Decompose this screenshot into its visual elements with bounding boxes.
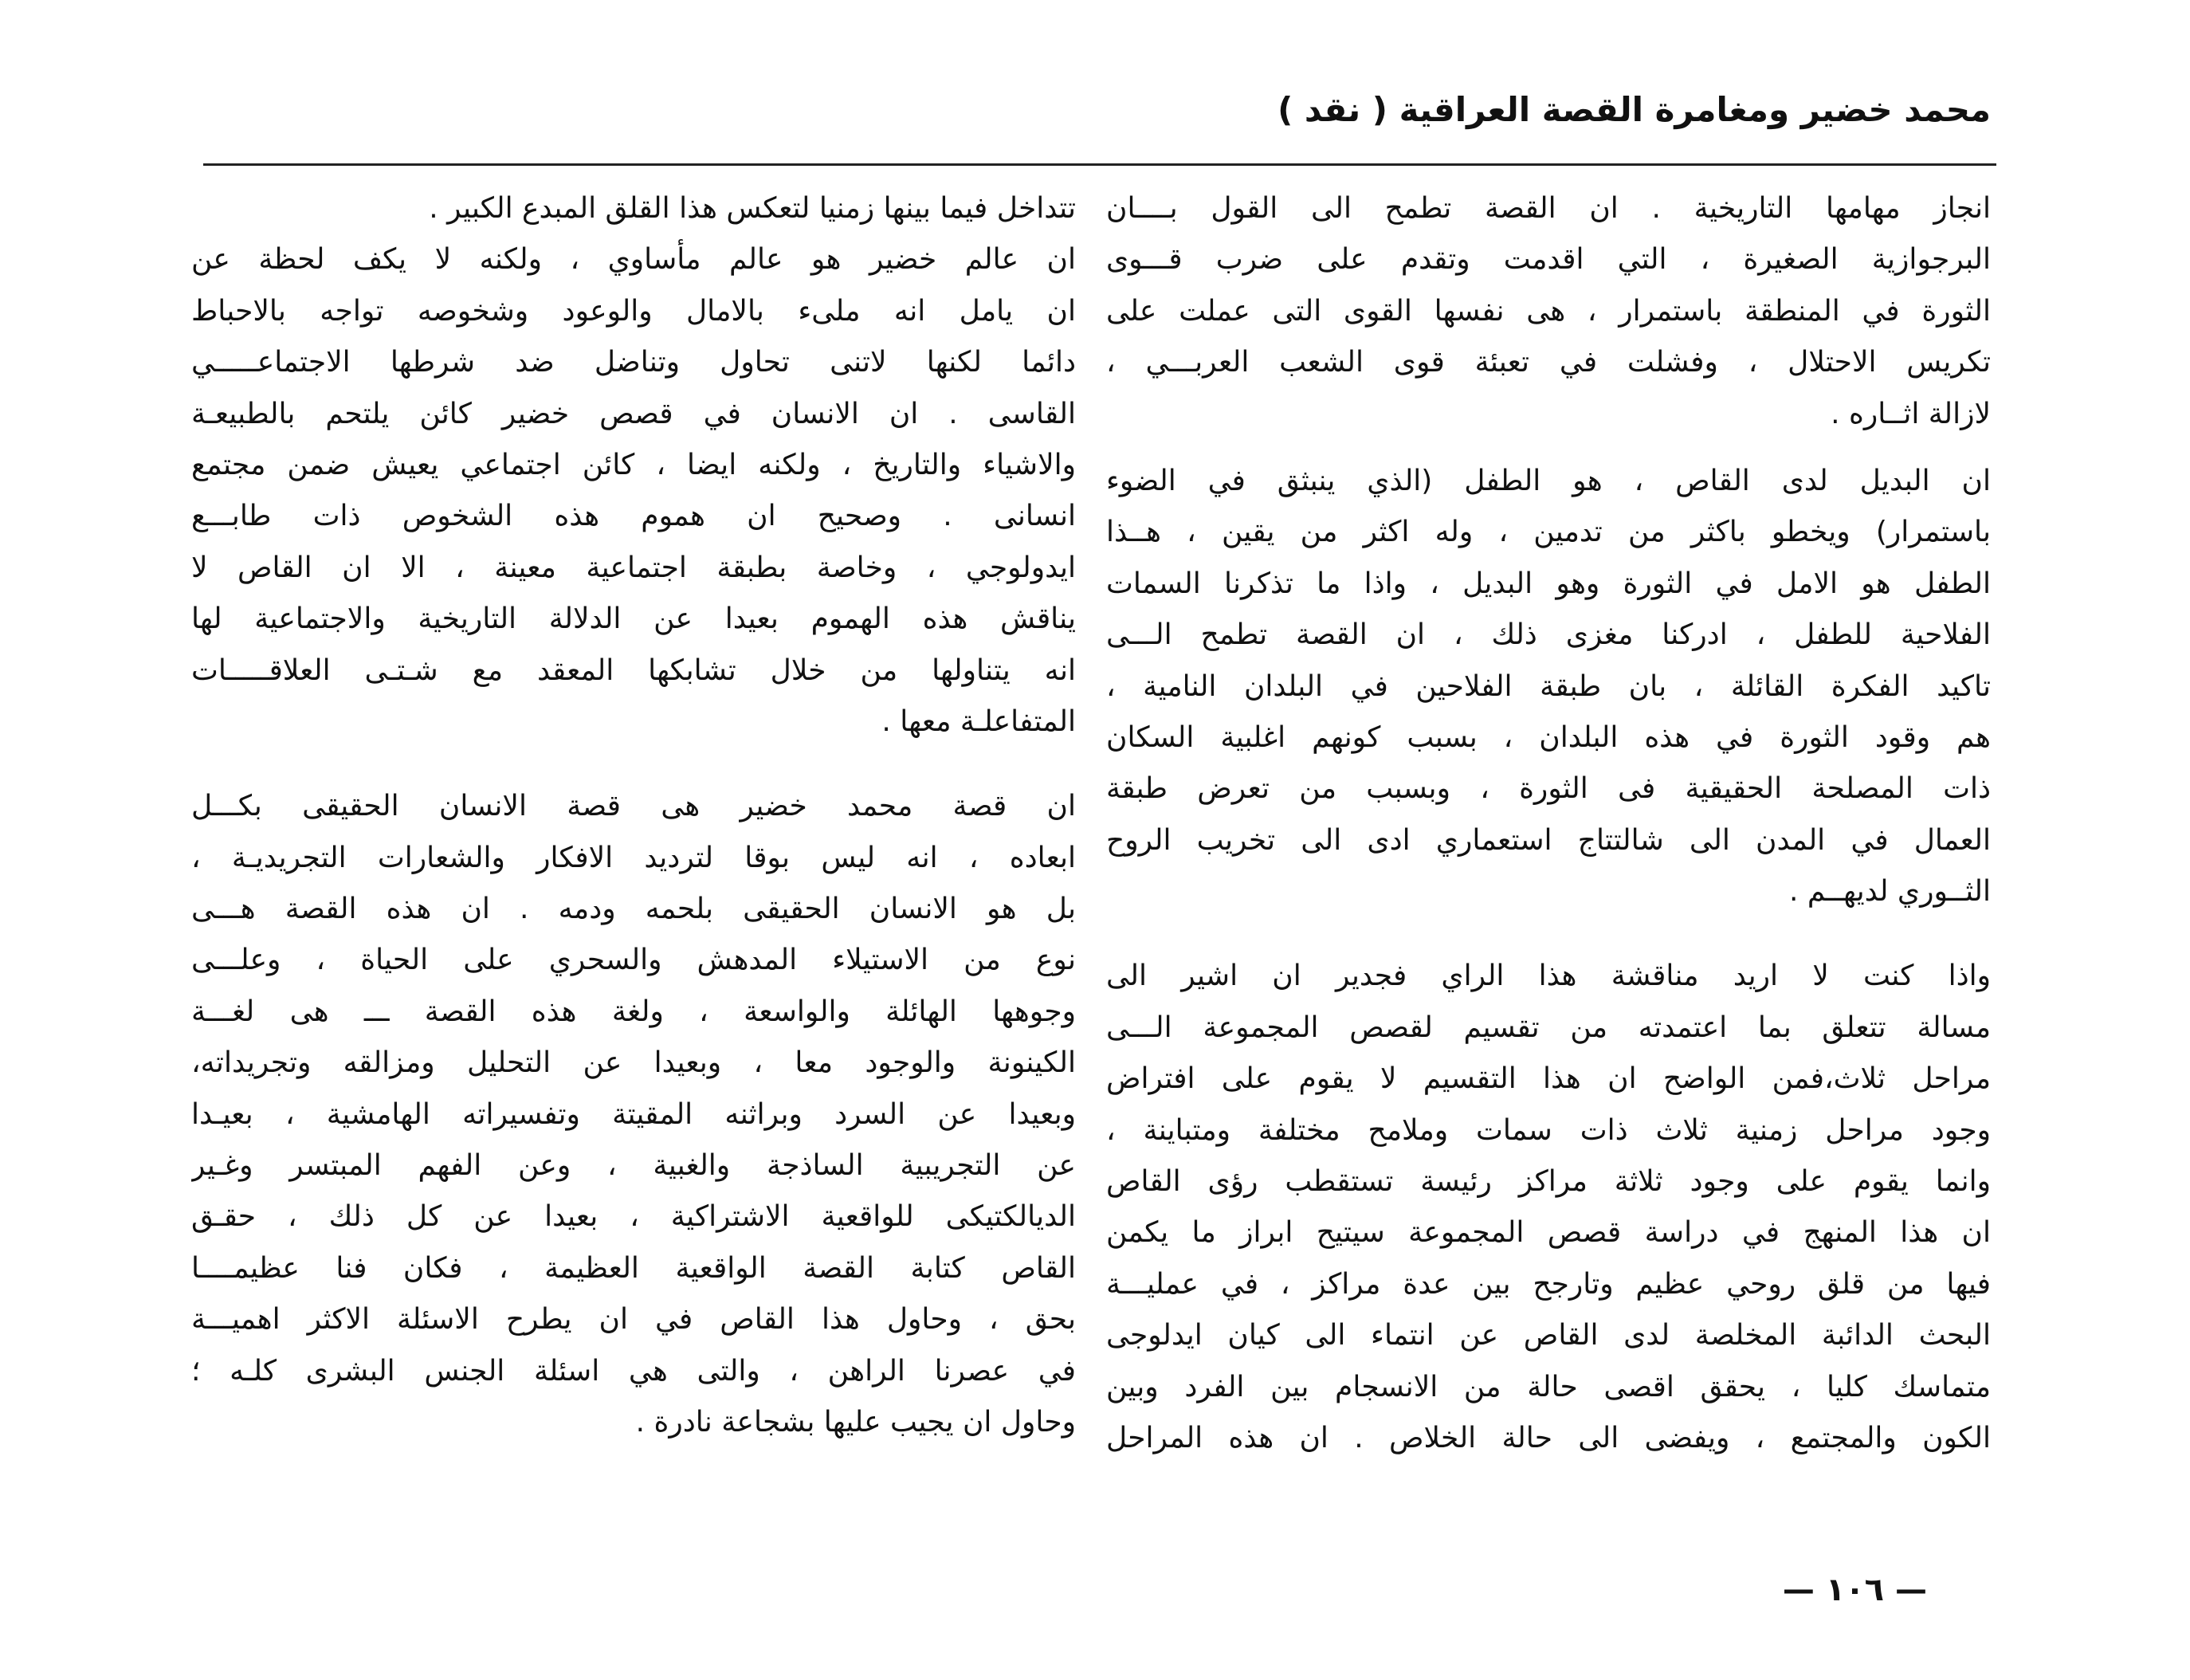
text-line: الكينونة والوجود معا ، وبعيدا عن التحليل ومزالقه وتجريداته، (191, 1046, 1076, 1080)
text-line: ان قصة محمد خضير هى قصة الانسان الحقيقى بكـــل (191, 790, 1076, 823)
text-line: تكريس الاحتلال ، وفشلت في تعبئة قوى الشعب العربـــي ، (1106, 346, 1991, 379)
text-line: الديالكتيكى للواقعية الاشتراكية ، بعيدا عن كل ذلك ، حقـق (191, 1200, 1076, 1234)
left-paragraph-3 (191, 781, 1076, 1448)
page-header: محمد خضير ومغامرة القصة العراقية ( نقد ) (1278, 90, 1991, 129)
text-line: القاسى . ان الانسان في قصص خضير كائن يلتحم بالطبيعـة (191, 397, 1076, 430)
text-line: ان هذا المنهج في دراسة قصص المجموعة سيتيح ابراز ما يكمن (1106, 1216, 1991, 1250)
text-line: ذات المصلحة الحقيقية فى الثورة ، وبسبب من تعرض طبقة (1106, 772, 1991, 806)
text-line: وجود مراحل زمنية ثلاث ذات سمات وملامح مختلفة ومتباينة ، (1106, 1113, 1991, 1147)
text-line: المتفاعلـة معها . (881, 705, 1076, 738)
text-line: انجاز مهامها التاريخية . ان القصة تطمح الى القول بــــان (1106, 192, 1991, 225)
text-line: ان يامل انه ملىء بالامال والوعود وشخوصه تواجه بالاحباط (191, 294, 1076, 328)
text-line: يناقش هذه الهموم بعيدا عن الدلالة التاريخية والاجتماعية لها (191, 603, 1076, 636)
text-line: نوع من الاستيلاء المدهش والسحري على الحياة ، وعلـــى (191, 944, 1076, 977)
text-line: الفلاحية للطفل ، ادركنا مغزى ذلك ، ان القصة تطمح الـــى (1106, 618, 1991, 652)
text-line: البرجوازية الصغيرة ، التي اقدمت وتقدم على ضرب قـــوى (1106, 243, 1991, 277)
text-line: ان عالم خضير هو عالم مأساوي ، ولكنه لا يكف لحظة عن (191, 243, 1076, 277)
text-line: والاشياء والتاريخ ، ولكنه ايضا ، كائن اجتماعي يعيش ضمن مجتمع (191, 448, 1076, 481)
text-line: في عصرنا الراهن ، والتى هي اسئلة الجنس البشرى كلـه ؛ (191, 1354, 1076, 1388)
text-line: تتداخل فيما بينها زمنيا لتعكس هذا القلق المبدع الكبير . (429, 192, 1076, 225)
text-line: مسالة تتعلق بما اعتمدته من تقسيم لقصص المجموعة الـــى (1106, 1011, 1991, 1044)
text-line: متماسك كليا ، يحقق اقصى حالة من الانسجام بين الفرد وبين (1106, 1370, 1991, 1403)
text-line: ابعاده ، انه ليس بوقا لترديد الافكار والشعارات التجريديـة ، (191, 841, 1076, 874)
text-line: تاكيد الفكرة القائلة ، بان طبقة الفلاحين في البلدان النامية ، (1106, 669, 1991, 703)
text-line: الثورة في المنطقة باستمرار ، هى نفسها القوى التى عملت على (1106, 294, 1991, 328)
text-line: وانما يقوم على وجود ثلاثة مراكز رئيسة تستقطب رؤى القاص (1106, 1165, 1991, 1199)
text-line: هم وقود الثورة في هذه البلدان ، بسبب كونهم اغلبية السكان (1106, 720, 1991, 754)
right-paragraph-1 (1106, 183, 1991, 440)
text-line: دائما لكنها لاتنى تحاول وتناضل ضد شرطها الاجتماعـــــي (191, 346, 1076, 379)
text-line: القاص كتابة القصة الواقعية العظيمة ، فكان فنا عظيمــــا (191, 1251, 1076, 1285)
text-line: واذا كنت لا اريد مناقشة هذا الراي فجدير ان اشير الى (1106, 960, 1991, 993)
text-line: عن التجريبية الساذجة والغبية ، وعن الفهم المبتسر وغـير (191, 1149, 1076, 1183)
left-paragraph-1 (191, 183, 1076, 234)
text-line: البحث الدائبة المخلصة لدى القاص عن انتماء الى كيان ايدلوجى (1106, 1319, 1991, 1352)
text-line: باستمرار) ويخطو باكثر من تدمين ، وله اكثر من يقين ، هــذا (1106, 516, 1991, 549)
right-paragraph-3 (1106, 951, 1991, 1464)
text-line: العمال في المدن الى شالتتاج استعماري ادى الى تخريب الروح (1106, 823, 1991, 857)
text-line: وحاول ان يجيب عليها بشجاعة نادرة . (635, 1405, 1076, 1439)
header-divider (203, 163, 1996, 166)
text-line: انسانى . وصحيح ان هموم هذه الشخوص ذات طابـــع (191, 500, 1076, 533)
text-line: ايدولوجي ، وخاصة بطبقة اجتماعية معينة ، الا ان القاص لا (191, 551, 1076, 584)
left-paragraph-2 (191, 234, 1076, 748)
text-line: الكون والمجتمع ، ويفضى الى حالة الخلاص . ان هذه المراحل (1106, 1421, 1991, 1454)
text-line: بحق ، وحاول هذا القاص في ان يطرح الاسئلة الاكثر اهميـــة (191, 1303, 1076, 1337)
right-column (1106, 183, 1991, 1490)
text-line: انه يتناولها من خلال تشابكها المعقد مع شـتـى العلاقـــــات (191, 654, 1076, 687)
text-line: مراحل ثلاث،فمن الواضح ان هذا التقسيم لا يقوم على افتراض (1106, 1062, 1991, 1096)
right-paragraph-2 (1106, 456, 1991, 918)
text-line: فيها من قلق روحي عظيم وتارجح بين عدة مراكز ، في عمليـــة (1106, 1267, 1991, 1301)
page-number: — ١٠٦ — (1782, 1572, 1927, 1608)
text-line: بل هو الانسان الحقيقى بلحمه ودمه . ان هذه القصة هـــى (191, 893, 1076, 926)
text-line: الثــوري لديهــم . (1789, 875, 1991, 909)
text-line: وبعيدا عن السرد وبراثنه المقيتة وتفسيراته الهامشية ، بعيـدا (191, 1097, 1076, 1131)
text-line: وجوهها الهائلة والواسعة ، ولغة هذه القصة ـــ هى لغـــة (191, 995, 1076, 1028)
left-column (191, 183, 1076, 1490)
text-line: الطفل هو الامل في الثورة وهو البديل ، واذا ما تذكرنا السمات (1106, 567, 1991, 600)
text-line: لازالة اثــاره . (1831, 397, 1991, 430)
text-line: ان البديل لدى القاص ، هو الطفل (الذي ينبثق في الضوء (1106, 464, 1991, 497)
